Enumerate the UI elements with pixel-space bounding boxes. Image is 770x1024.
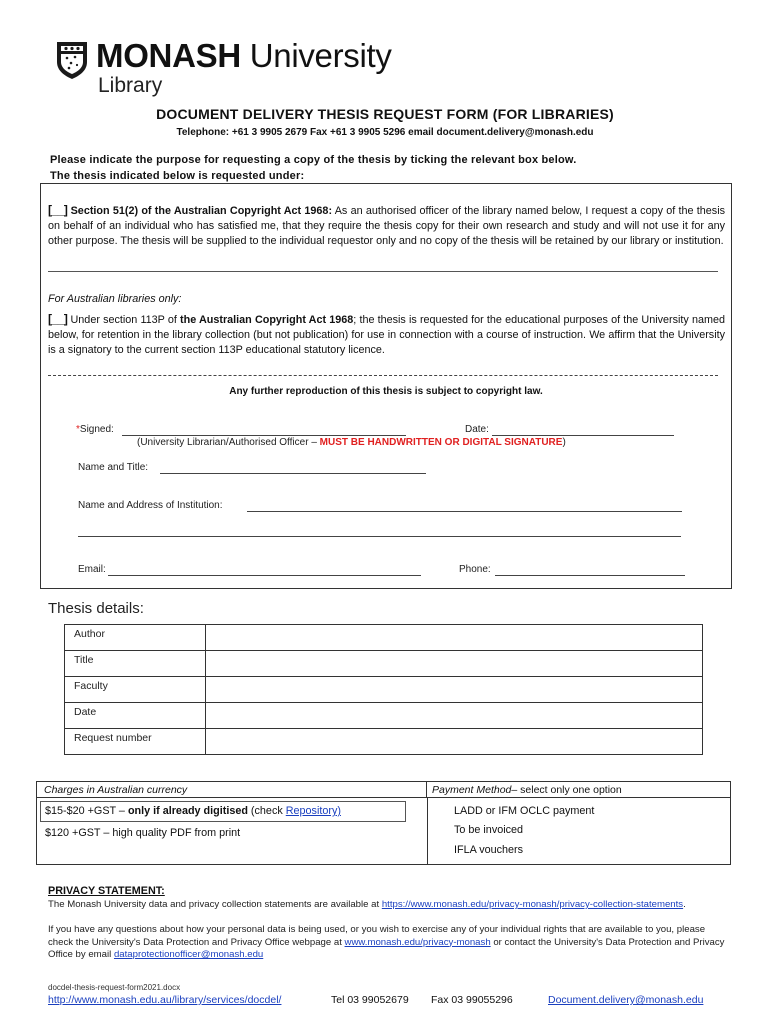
- footer-telephone: Tel 03 99052679: [331, 994, 409, 1006]
- privacy-email-link[interactable]: dataprotectionofficer@monash.edu: [113, 949, 264, 960]
- copyright-notice: Any further reproduction of this thesis is subject to copyright law.: [229, 386, 543, 397]
- institution-field[interactable]: [247, 511, 682, 512]
- signed-label: *Signed:: [76, 424, 114, 435]
- required-marker: *: [76, 424, 80, 435]
- author-label: Author: [65, 625, 206, 651]
- australian-libraries-note: For Australian libraries only:: [48, 293, 182, 305]
- payment-option-ladd[interactable]: LADD or IFM OCLC payment: [454, 805, 595, 817]
- privacy-paragraph-2: If you have any questions about how your personal data is being used, or you wish to exercise any of your individual rights that are available to you, please check the University's Data Protection and Privacy Office webpage at www.monash.edu/privacy-monash or contact the University's Data Protection and Privacy Office by email dataprotectionofficer@monash.edu: [48, 924, 725, 960]
- thesis-date-label: Date: [65, 703, 206, 729]
- thesis-date-field[interactable]: [206, 703, 703, 729]
- thesis-details-table: [64, 624, 703, 755]
- footer-email-link[interactable]: Document.delivery@monash.edu: [548, 994, 704, 1006]
- purpose-subheading: The thesis indicated below is requested under:: [50, 170, 305, 182]
- name-title-field[interactable]: [160, 473, 426, 474]
- section-113p-pre: Under section 113P of: [67, 314, 181, 326]
- author-field[interactable]: [206, 625, 703, 651]
- section-113p-act: the Australian Copyright Act 1968: [180, 314, 354, 326]
- date-label: Date:: [465, 424, 489, 435]
- logo-library-label: Library: [98, 74, 163, 97]
- contact-line: Telephone: +61 3 9905 2679 Fax +61 3 9905 5296 email document.delivery@monash.edu: [176, 127, 594, 138]
- table-row: [65, 677, 703, 703]
- title-label: Title: [65, 651, 206, 677]
- charges-divider: [427, 798, 428, 864]
- date-field[interactable]: [492, 435, 674, 436]
- monash-crest-icon: [55, 40, 89, 80]
- section-113p-option: [48, 312, 725, 358]
- table-row: [65, 703, 703, 729]
- footer-fax: Fax 03 99055296: [431, 994, 513, 1006]
- payment-option-ifla[interactable]: IFLA vouchers: [454, 844, 524, 856]
- email-field[interactable]: [108, 575, 421, 576]
- payment-method-title: Payment Method– select only one option: [432, 784, 622, 796]
- purpose-instruction: Please indicate the purpose for requesting a copy of the thesis by ticking the relevant box below.: [50, 154, 577, 166]
- faculty-field[interactable]: [206, 677, 703, 703]
- payment-option-invoice[interactable]: To be invoiced: [454, 824, 524, 836]
- phone-field[interactable]: [495, 575, 685, 576]
- name-title-label: Name and Title:: [78, 462, 149, 473]
- section-51-checkbox[interactable]: [__]: [48, 203, 68, 217]
- email-label: Email:: [78, 564, 106, 575]
- request-number-field[interactable]: [206, 729, 703, 755]
- repository-link[interactable]: Repository): [285, 805, 341, 817]
- request-number-label: Request number: [65, 729, 206, 755]
- footer-filename: docdel-thesis-request-form2021.docx: [48, 983, 181, 992]
- form-title: DOCUMENT DELIVERY THESIS REQUEST FORM (FOR LIBRARIES): [156, 106, 614, 122]
- signature-warning: MUST BE HANDWRITTEN OR DIGITAL SIGNATURE: [319, 437, 563, 448]
- divider-dashed: [48, 375, 718, 376]
- phone-label: Phone:: [459, 564, 491, 575]
- section-51-option: [48, 203, 725, 249]
- monash-logo-wordmark: MONASH University: [96, 37, 392, 74]
- divider: [48, 271, 718, 272]
- privacy-paragraph-1: The Monash University data and privacy collection statements are available at https://www.monash.edu/privacy-monash/privacy-collection-statements.: [48, 899, 686, 910]
- section-51-heading: Section 51(2) of the Australian Copyright Act 1968:: [67, 205, 333, 217]
- institution-label: Name and Address of Institution:: [78, 500, 223, 511]
- title-field[interactable]: [206, 651, 703, 677]
- table-row: [65, 625, 703, 651]
- signature-note: (University Librarian/Authorised Officer – MUST BE HANDWRITTEN OR DIGITAL SIGNATURE): [137, 437, 566, 448]
- privacy-office-link[interactable]: www.monash.edu/privacy-monash: [344, 936, 491, 948]
- signed-field[interactable]: [122, 435, 406, 436]
- section-113p-text: ; the thesis is requested for the educational purposes of the University named below, for retention in the library collection (but not publication) for use in connection with a course of instruction. We affirm that the University is a signatory to the current section 113P educational statutory licence.: [48, 314, 725, 356]
- faculty-label: Faculty: [65, 677, 206, 703]
- section-113p-checkbox[interactable]: [__]: [48, 312, 68, 326]
- institution-field-line-2[interactable]: [78, 536, 681, 537]
- table-row: [65, 729, 703, 755]
- table-row: [65, 651, 703, 677]
- charge-print: $120 +GST – high quality PDF from print: [45, 827, 241, 839]
- thesis-details-heading: Thesis details:: [48, 600, 144, 617]
- charge-digitised: $15-$20 +GST – only if already digitised (check Repository): [45, 805, 341, 817]
- privacy-collection-link[interactable]: https://www.monash.edu/privacy-monash/privacy-collection-statements: [381, 899, 684, 910]
- privacy-title: PRIVACY STATEMENT:: [48, 885, 165, 897]
- footer-docdel-link[interactable]: http://www.monash.edu.au/library/services/docdel/: [48, 994, 282, 1006]
- charges-title: Charges in Australian currency: [44, 784, 188, 796]
- section-51-text: As an authorised officer of the library named below, I request a copy of the thesis on behalf of an individual who has satisfied me, that they require the thesis copy for their own research and study and will not use it for any other purpose. The thesis will be supplied to the individual requestor only and no copy of the thesis will be retained by our library or institution.: [48, 205, 726, 247]
